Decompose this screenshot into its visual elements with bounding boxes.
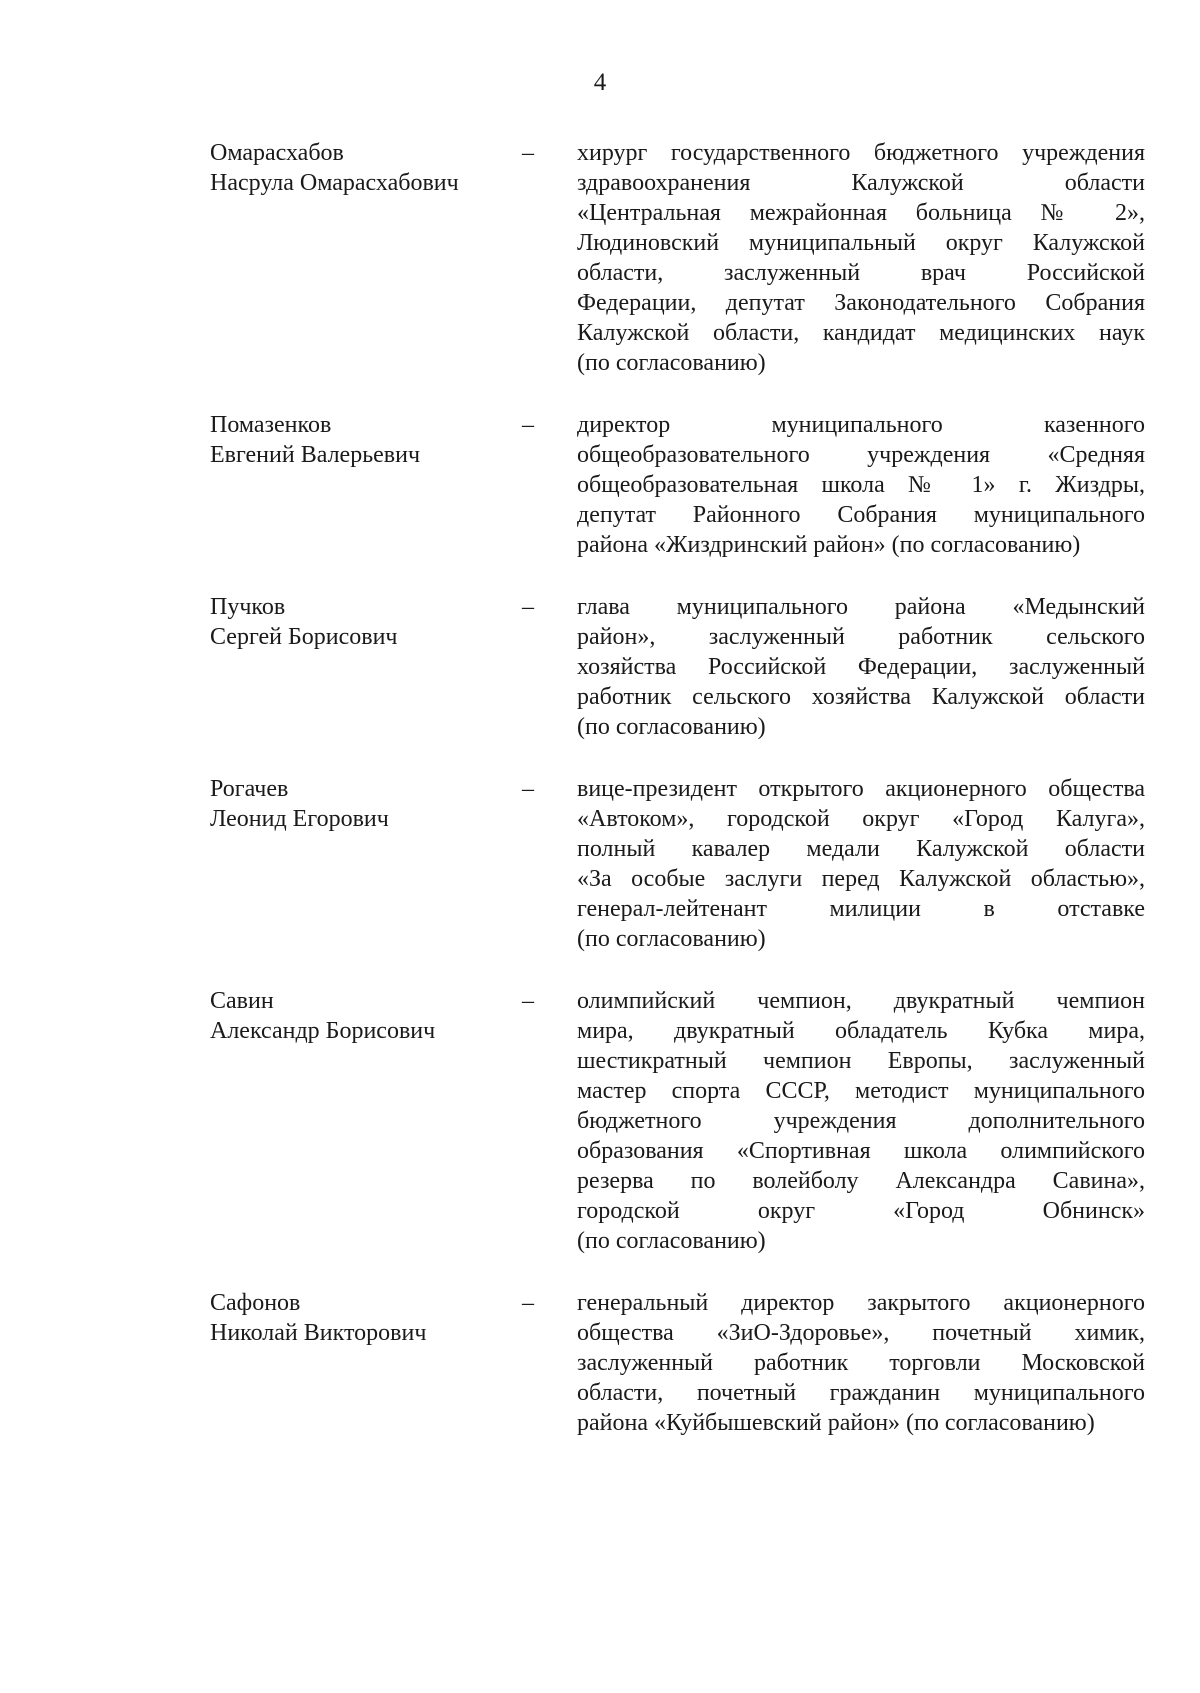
member-name xyxy=(210,410,510,470)
member-surname: Омарасхабов xyxy=(210,140,344,166)
member-name xyxy=(210,592,510,652)
description-line: (по согласованию) xyxy=(577,1228,766,1254)
description-line: (по согласованию) xyxy=(577,714,766,740)
separator-dash: – xyxy=(522,1290,534,1316)
description-line: (по согласованию) xyxy=(577,350,766,376)
separator-dash: – xyxy=(522,988,534,1014)
description-line: резерва по волейболу Александра Савина», xyxy=(577,1168,1145,1194)
member-list xyxy=(210,138,1145,1438)
description-line: бюджетного учреждения дополнительного xyxy=(577,1108,1145,1134)
description-line: «За особые заслуги перед Калужской областью», xyxy=(577,866,1145,892)
description-line: полный кавалер медали Калужской области xyxy=(577,836,1145,862)
member-entry xyxy=(210,410,1145,560)
description-line: мира, двукратный обладатель Кубка мира, xyxy=(577,1018,1145,1044)
member-surname: Савин xyxy=(210,988,274,1014)
description-line: генеральный директор закрытого акционерного xyxy=(577,1290,1145,1316)
member-name xyxy=(210,138,510,198)
description-line: глава муниципального района «Медынский xyxy=(577,594,1145,620)
member-description xyxy=(577,138,1145,378)
description-line: образования «Спортивная школа олимпийского xyxy=(577,1138,1145,1164)
member-given-name: Николай Викторович xyxy=(210,1320,427,1346)
description-line: «Автоком», городской округ «Город Калуга», xyxy=(577,806,1145,832)
member-given-name: Александр Борисович xyxy=(210,1018,436,1044)
separator-dash: – xyxy=(522,594,534,620)
member-name xyxy=(210,1288,510,1348)
description-line: хозяйства Российской Федерации, заслуженный xyxy=(577,654,1145,680)
description-line: мастер спорта СССР, методист муниципального xyxy=(577,1078,1145,1104)
member-entry xyxy=(210,592,1145,742)
member-description xyxy=(577,1288,1145,1438)
description-line: области, почетный гражданин муниципального xyxy=(577,1380,1145,1406)
member-surname: Сафонов xyxy=(210,1290,301,1316)
separator-dash: – xyxy=(522,776,534,802)
member-given-name: Евгений Валерьевич xyxy=(210,442,421,468)
description-line: депутат Районного Собрания муниципального xyxy=(577,502,1145,528)
description-line: «Центральная межрайонная больница № 2», xyxy=(577,200,1145,226)
description-line: Калужской области, кандидат медицинских наук xyxy=(577,320,1145,346)
description-line: здравоохранения Калужской области xyxy=(577,170,1145,196)
description-line: олимпийский чемпион, двукратный чемпион xyxy=(577,988,1145,1014)
description-line: области, заслуженный врач Российской xyxy=(577,260,1145,286)
member-given-name: Насрула Омарасхабович xyxy=(210,170,459,196)
description-line: общеобразовательная школа № 1» г. Жиздры, xyxy=(577,472,1145,498)
description-line: район», заслуженный работник сельского xyxy=(577,624,1145,650)
description-line: хирург государственного бюджетного учреждения xyxy=(577,140,1145,166)
description-line: директор муниципального казенного xyxy=(577,412,1145,438)
page-number: 4 xyxy=(593,69,607,96)
member-description xyxy=(577,986,1145,1256)
member-description xyxy=(577,592,1145,742)
member-entry xyxy=(210,1288,1145,1438)
description-line: вице-президент открытого акционерного общества xyxy=(577,776,1145,802)
member-entry xyxy=(210,986,1145,1256)
member-name xyxy=(210,774,510,834)
description-line: работник сельского хозяйства Калужской области xyxy=(577,684,1145,710)
member-entry xyxy=(210,138,1145,378)
description-line: генерал-лейтенант милиции в отставке xyxy=(577,896,1145,922)
member-name xyxy=(210,986,510,1046)
description-line: городской округ «Город Обнинск» xyxy=(577,1198,1145,1224)
description-line: общеобразовательного учреждения «Средняя xyxy=(577,442,1145,468)
member-description xyxy=(577,410,1145,560)
description-line: общества «ЗиО-Здоровье», почетный химик, xyxy=(577,1320,1145,1346)
description-line: Людиновский муниципальный округ Калужской xyxy=(577,230,1145,256)
description-line: шестикратный чемпион Европы, заслуженный xyxy=(577,1048,1145,1074)
description-line: района «Куйбышевский район» (по согласованию) xyxy=(577,1410,1095,1436)
description-line: района «Жиздринский район» (по согласованию) xyxy=(577,532,1081,558)
separator-dash: – xyxy=(522,140,534,166)
member-given-name: Сергей Борисович xyxy=(210,624,398,650)
member-surname: Пучков xyxy=(210,594,286,620)
member-entry xyxy=(210,774,1145,954)
description-line: заслуженный работник торговли Московской xyxy=(577,1350,1145,1376)
description-line: (по согласованию) xyxy=(577,926,766,952)
separator-dash: – xyxy=(522,412,534,438)
member-given-name: Леонид Егорович xyxy=(210,806,389,832)
member-surname: Рогачев xyxy=(210,776,289,802)
description-line: Федерации, депутат Законодательного Собрания xyxy=(577,290,1145,316)
member-surname: Помазенков xyxy=(210,412,332,438)
member-description xyxy=(577,774,1145,954)
